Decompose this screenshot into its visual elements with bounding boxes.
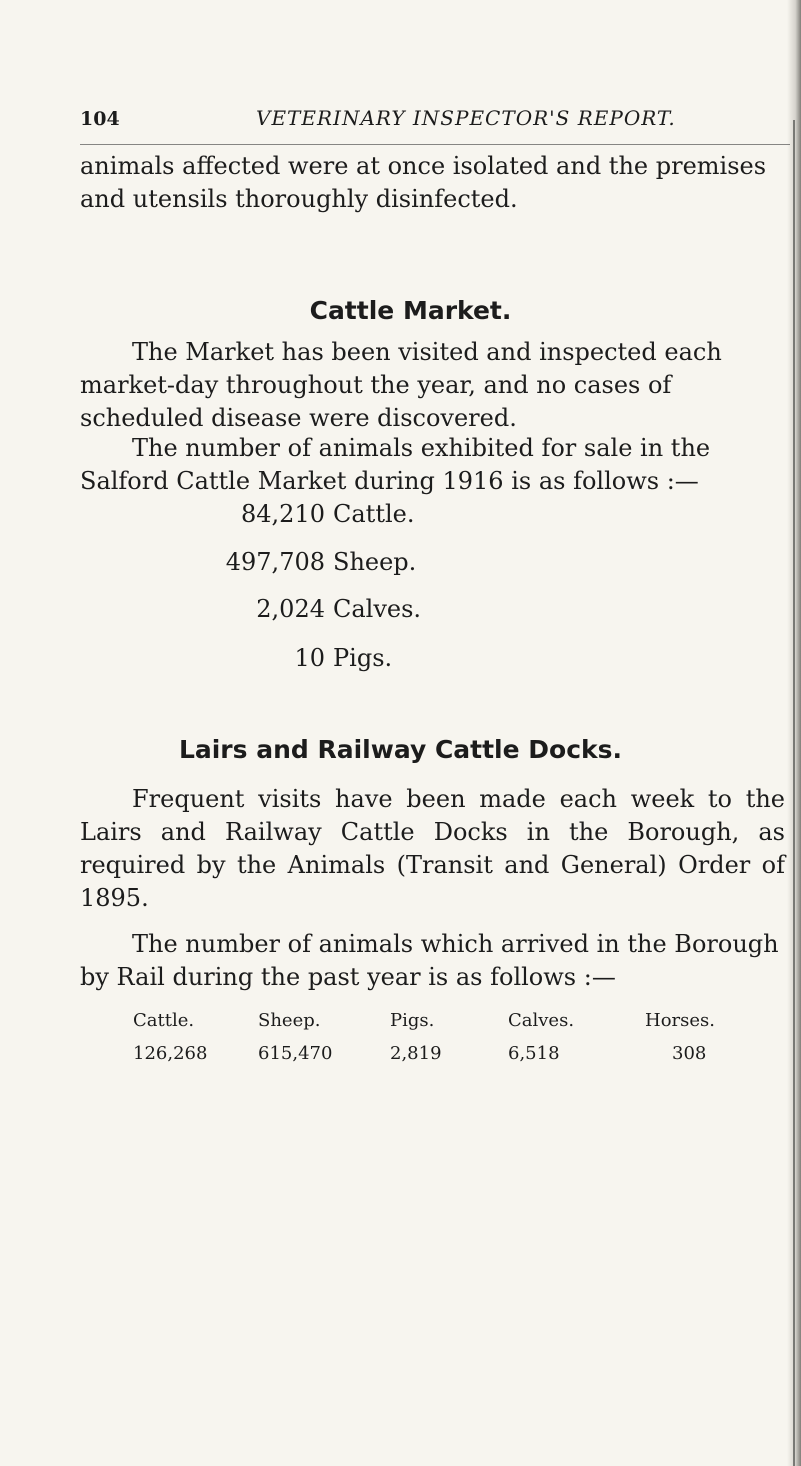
paragraph-lairs-visits: Frequent visits have been made each week to the Lairs and Railway Cattle Docks in the Borough, as required by the Animals (Transit and General) Order of 1895. [80, 785, 785, 912]
table-cell: 6,518 [508, 1043, 560, 1064]
header-rule [80, 144, 790, 145]
paragraph-rail-intro: The number of animals which arrived in the Borough by Rail during the past year is as follows :— [80, 930, 779, 991]
page-number: 104 [80, 108, 120, 130]
table-cell: 2,819 [390, 1043, 442, 1064]
table-header-cell: Sheep. [258, 1010, 321, 1031]
running-head: VETERINARY INSPECTOR'S REPORT. [256, 106, 676, 130]
table-cell: 308 [672, 1043, 707, 1064]
paragraph-market-intro: The number of animals exhibited for sale in the Salford Cattle Market during 1916 is as follows :— [80, 434, 711, 495]
page-header [80, 102, 780, 142]
list-item: 497,708 Sheep. [225, 548, 417, 576]
table-header-cell: Horses. [645, 1010, 715, 1031]
paragraph-continuation: animals affected were at once isolated and the premises and utensils thoroughly disinfected. [80, 152, 767, 213]
list-item: 84,210 Cattle. [241, 500, 415, 528]
table-cell: 126,268 [133, 1043, 208, 1064]
paragraph-market-inspection: The Market has been visited and inspected each market-day throughout the year, and no cases of scheduled disease were discovered. [80, 338, 722, 432]
list-item: 10 Pigs. [294, 644, 393, 672]
section-heading-cattle-market: Cattle Market. [309, 296, 512, 325]
table-header-cell: Cattle. [133, 1010, 195, 1031]
table-header-cell: Pigs. [390, 1010, 435, 1031]
section-heading-lairs: Lairs and Railway Cattle Docks. [178, 735, 623, 764]
table-cell: 615,470 [258, 1043, 333, 1064]
list-item: 2,024 Calves. [256, 595, 422, 623]
table-header-cell: Calves. [508, 1010, 575, 1031]
